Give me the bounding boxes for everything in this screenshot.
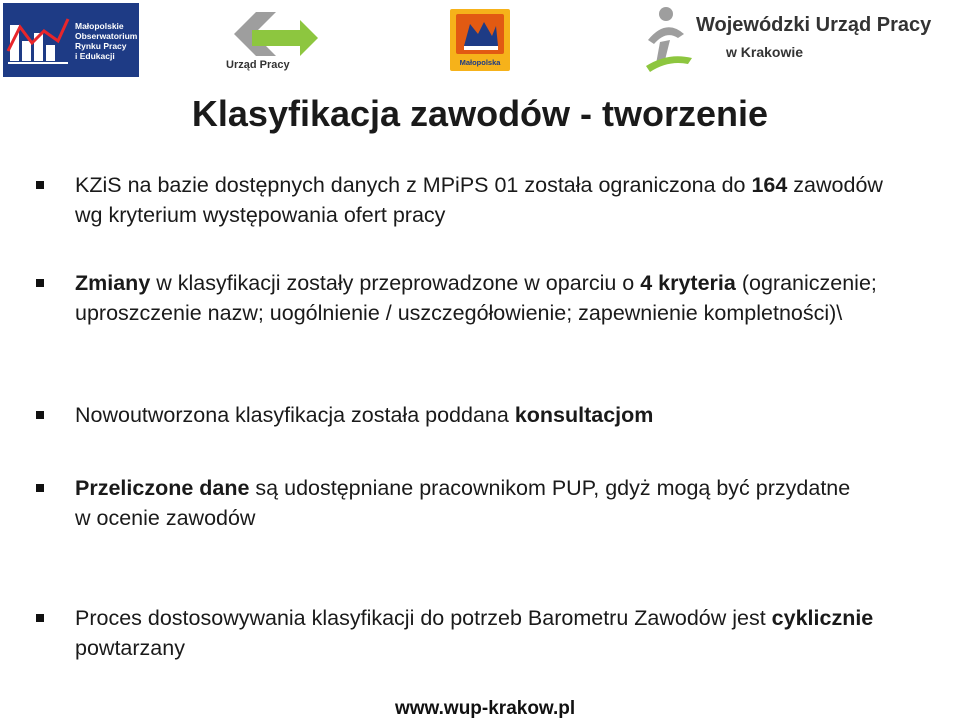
mor-chart-icon — [6, 11, 72, 73]
bullet-text: Zmiany w klasyfikacji zostały przeprowadzone w oparciu o 4 kryteria (ograniczenie; uproszczenie nazw; uogólnienie / uszczegółowienie; zapewnienie kompletności)\ — [75, 271, 883, 325]
malopolska-logo: Małopolska — [450, 9, 510, 71]
malopolska-emblem — [456, 14, 504, 54]
bullet-square-icon — [36, 411, 44, 419]
urzad-pracy-arrow-icon — [222, 6, 322, 60]
bullet-item — [36, 170, 916, 230]
bullet-text: Proces dostosowywania klasyfikacji do potrzeb Barometru Zawodów jest cyklicznie powtarzany — [75, 606, 880, 660]
bullet-text: KZiS na bazie dostępnych danych z MPiPS 01 została ograniczona do 164 zawodów wg kryterium występowania ofert pracy — [75, 173, 889, 227]
bullet-text: Przeliczone dane są udostępniane pracownikom PUP, gdyż mogą być przydatne w ocenie zawodów — [75, 476, 851, 530]
mor-name: Małopolskie Obserwatorium Rynku Pracy i Edukacji — [75, 21, 138, 61]
wup-logo: Wojewódzki Urząd Pracy w Krakowie — [640, 4, 960, 78]
bullet-item — [36, 473, 916, 533]
bullet-square-icon — [36, 279, 44, 287]
footer-url[interactable]: www.wup-krakow.pl — [395, 698, 576, 719]
bullet-item — [36, 400, 916, 430]
bullet-square-icon — [36, 181, 44, 189]
bullet-item — [36, 603, 916, 663]
bullet-square-icon — [36, 484, 44, 492]
wup-figure-icon — [640, 4, 694, 78]
bullet-item — [36, 268, 916, 328]
bullet-text: Nowoutworzona klasyfikacja została poddana konsultacjom — [75, 403, 654, 427]
slide-title: Klasyfikacja zawodów - tworzenie — [191, 93, 769, 134]
mor-logo — [3, 3, 139, 77]
bullet-square-icon — [36, 614, 44, 622]
malopolska-mark-icon — [456, 14, 504, 54]
urzad-pracy-logo: Urząd Pracy — [222, 6, 322, 72]
